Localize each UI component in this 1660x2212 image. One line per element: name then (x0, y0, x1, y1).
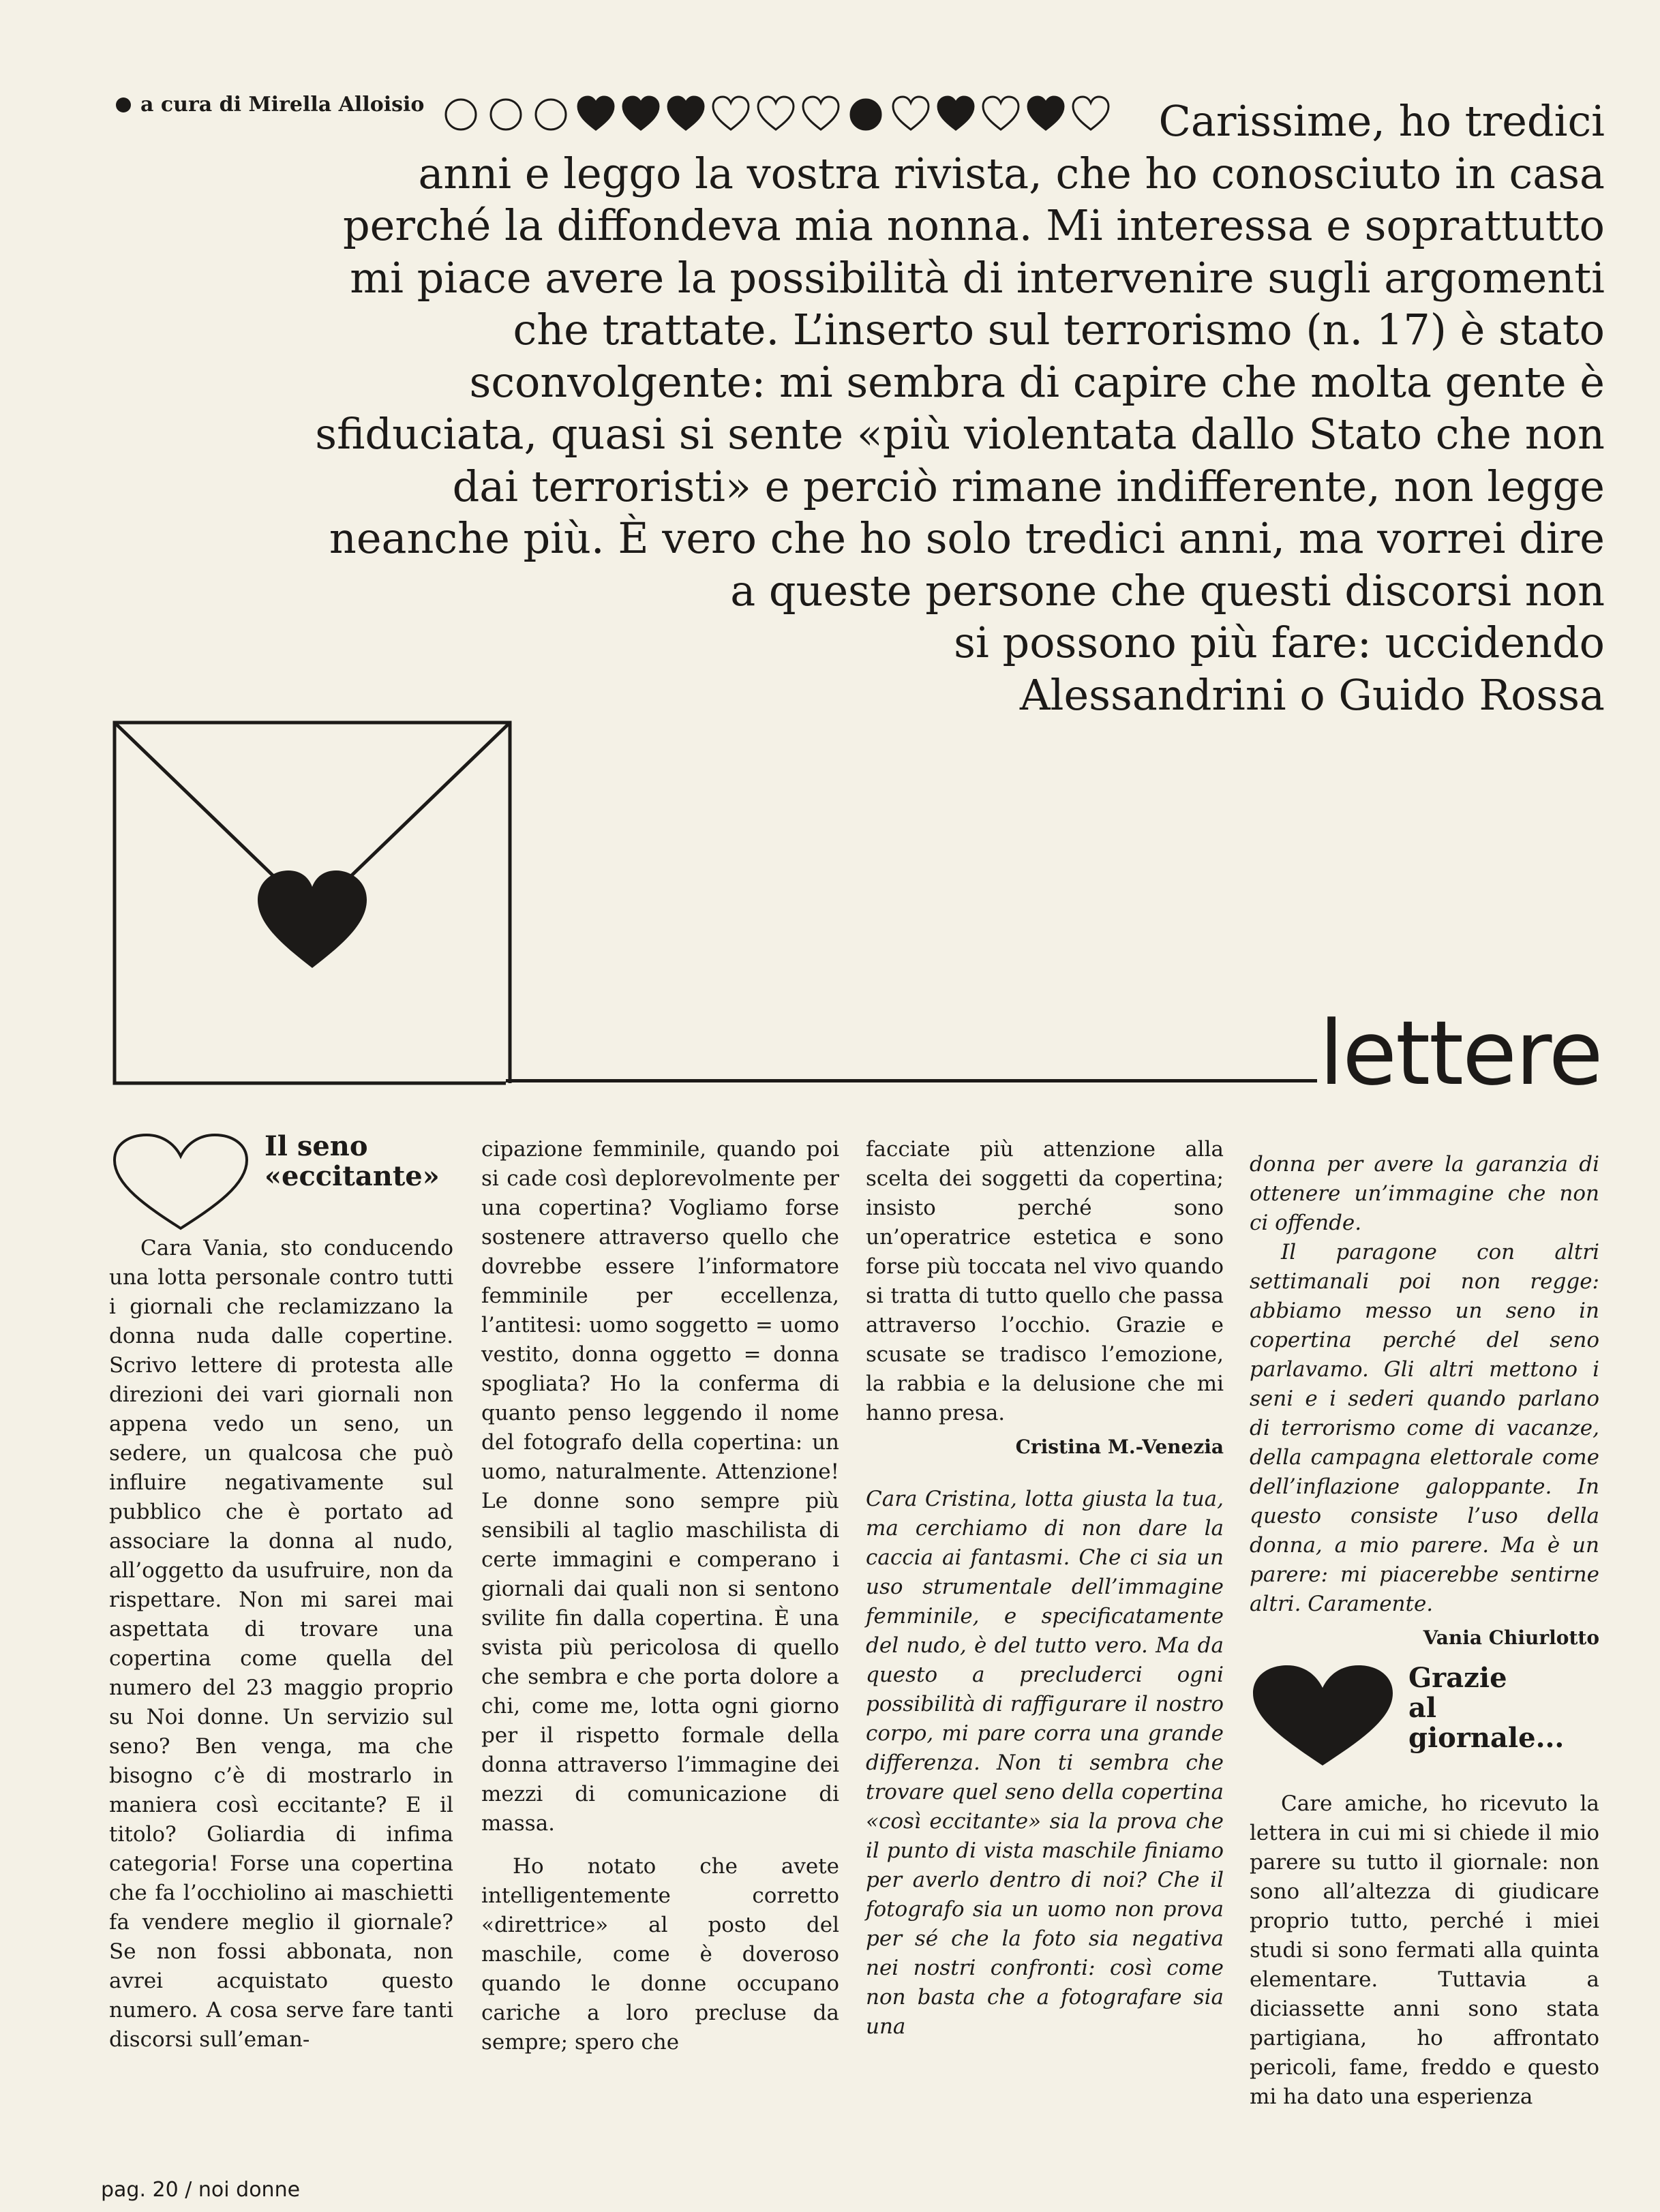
envelope-heart-icon (258, 870, 367, 968)
letter-signature: Cristina M.-Venezia (1015, 1436, 1224, 1458)
letter-heading (109, 1132, 440, 1234)
column-1 (109, 1234, 453, 2055)
editor-label: a cura di Mirella Alloisio (140, 93, 425, 117)
magazine-name: noi donne (198, 2178, 301, 2202)
intro-letter (191, 95, 1605, 721)
footer-separator: / (185, 2178, 192, 2202)
intro-line: mi piace avere la possibilità di intervenire sugli argomenti (350, 252, 1605, 303)
intro-line: si possono più fare: uccidendo (954, 618, 1605, 667)
outline-heart-icon (109, 1132, 252, 1234)
heading-line: al (1408, 1692, 1437, 1724)
letter-paragraph: facciate più attenzione alla scelta dei soggetti da copertina; insisto perché sono un’operatrice estetica e sono forse più toccata nel vivo quando si tratta di tutto quello che passa attraverso l’occhio. Grazie e scusate se tradisco l’emozione, la rabbia e la delusione che mi hanno presa. (866, 1137, 1224, 1425)
letter-paragraph: Care amiche, ho ricevuto la lettera in cui mi si chiede il mio parere su tutto il giornale: non sono all’altezza di giudicare proprio tutto, perché i miei studi si sono fermati alla quinta elementare. Tuttavia a diciassette anni sono stata partigiana, ho affrontato pericoli, fame, freddo e questo mi ha dato una esperienza (1250, 1791, 1599, 2109)
bullet-dot-icon (116, 97, 131, 112)
reply-paragraph: Cara Cristina, lotta giusta la tua, ma cerchiamo di non dare la caccia ai fantasmi. Che ci sia un uso strumentale dell’immagine femminile, e specificatamente del nudo, è del tutto vero. Ma da questo a precluderci ogni possibilità di raffigurare il nostro corpo, mi pare corra una grande differenza. Non ti sembra che trovare quel seno della copertina «così eccitante» sia la prova che il punto di vista maschile finiamo per averlo dentro di noi? Che il fotografo sia un uomo non prova per sé che la foto sia negativa nei nostri confronti: così come non basta che a fotografare sia una (866, 1487, 1224, 2039)
heading-line: Il seno (265, 1130, 368, 1162)
heading-line: Grazie (1408, 1662, 1507, 1694)
section-title: lettere (1319, 1001, 1602, 1105)
envelope-illustration (111, 719, 513, 1087)
letter-paragraph: Cara Vania, sto conducendo una lotta personale contro tutti i giornali che reclamizzano la donna nuda dalle copertine. Scrivo lettere di protesta alle direzioni dei vari giornali non appena vedo un seno, un sedere, un qualcosa che può influire negativamente sul pubblico che è portato ad associare la donna al nudo, all’oggetto da usufruire, non da rispettare. Non mi sarei mai aspettata di trovare una copertina come quella del numero del 23 maggio proprio su Noi donne. Un servizio sul seno? Ben venga, ma che bisogno c’è di mostrarlo in maniera così eccitante? E il titolo? Goliardia di infima categoria! Forse una copertina che fa l’occhiolino ai maschietti fa vendere meglio il giornale? Se non fossi abbonata, non avrei acquistato questo numero. A cosa serve fare tanti discorsi sull’eman- (109, 1236, 453, 2052)
intro-line: dai terroristi» e perciò rimane indifferente, non legge (452, 461, 1605, 511)
intro-line: perché la diffondeva mia nonna. Mi interessa e soprattutto (342, 200, 1605, 250)
heading-line: «eccitante» (265, 1160, 440, 1192)
intro-line: a queste persone che questi discorsi non (730, 565, 1605, 616)
page-number: pag. 20 (101, 2178, 179, 2202)
filled-heart-icon (1250, 1663, 1396, 1769)
envelope-baseline-rule (506, 1079, 1317, 1082)
intro-line: Carissime, ho tredici (1158, 96, 1605, 146)
column-4-lower (1250, 1789, 1599, 2112)
column-2 (481, 1135, 839, 2057)
reply-paragraph: Il paragone con altri settimanali poi non regge: abbiamo messo un seno in copertina perché del seno parlavamo. Gli altri mettono i seni e i sederi quando parlano di terrorismo come di vacanze, della campagna elettorale come dell’inflazione galoppante. In questo consiste l’uso della donna, a mio parere. Ma è un parere: mi piacerebbe sentirne altri. Caramente. (1250, 1240, 1599, 1616)
page-footer (101, 2178, 300, 2202)
intro-line: che trattate. L’inserto sul terrorismo (n. 17) è stato (513, 305, 1605, 354)
intro-line: anni e leggo la vostra rivista, che ho conosciuto in casa (418, 148, 1605, 198)
intro-line: Alessandrini o Guido Rossa (1019, 669, 1605, 720)
intro-line: sconvolgente: mi sembra di capire che molta gente è (469, 357, 1605, 407)
column-4 (1250, 1150, 1599, 1652)
intro-line: sfiduciata, quasi si sente «più violentata dallo Stato che non (315, 409, 1605, 459)
reply-signature: Vania Chiurlotto (1423, 1626, 1599, 1649)
letter-paragraph: cipazione femminile, quando poi si cade così deplorevolmente per una copertina? Vogliamo forse sostenere attraverso quello che dovrebbe essere l’informatore femminile per eccellenza, l’antitesi: uomo soggetto = uomo vestito, donna oggetto = donna spogliata? Ho la conferma di quanto penso leggendo il nome del fotografo della copertina: un uomo, naturalmente. Attenzione! Le donne sono sempre più sensibili al taglio maschilista di certe immagini e comperano i giornali dai quali non si sentono svilite fin dalla copertina. È una svista più pericolosa di quello che sembra e che porta dolore a chi, come me, lotta ogni giorno per il rispetto formale della donna attraverso l’immagine dei mezzi di comunicazione di massa. (481, 1137, 839, 1836)
intro-line: neanche più. È vero che ho solo tredici anni, ma vorrei dire (329, 513, 1605, 563)
heading-line: giornale... (1408, 1722, 1565, 1754)
reply-paragraph: donna per avere la garanzia di ottenere un’immagine che non ci offende. (1250, 1152, 1599, 1235)
letter-paragraph: Ho notato che avete intelligentemente corretto «direttrice» al posto del maschile, come è doveroso quando le donne occupano cariche a loro precluse da sempre; spero che (481, 1854, 839, 2055)
column-3 (866, 1135, 1224, 2042)
letter-heading (1250, 1663, 1564, 1769)
